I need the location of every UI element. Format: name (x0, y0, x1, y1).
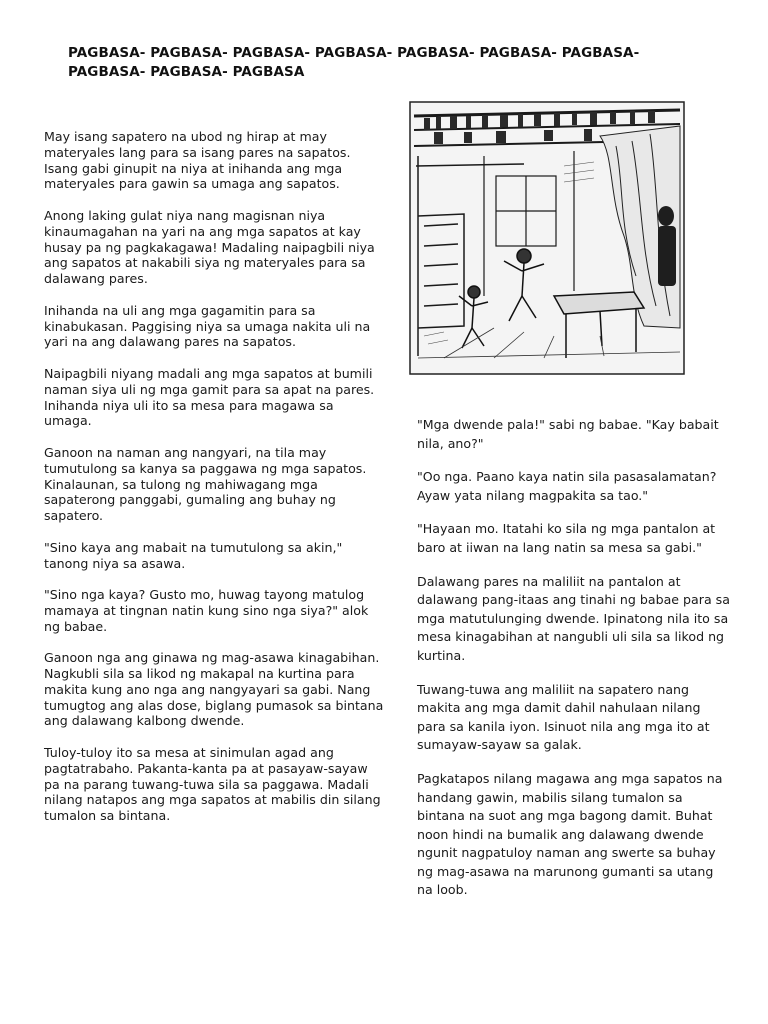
paragraph: Pagkatapos nilang magawa ang mga sapatos na handang gawin, mabilis silang tumalon sa bintana na suot ang mga bagong damit. Buhat noon hindi na bumalik ang dalawang dwende ngunit nagpatuloy naman ang swerte sa buhay ng mag-asawa na marunong gumanti sa utang na loob. (417, 770, 723, 898)
paragraph: Tuloy-tuloy ito sa mesa at sinimulan agad ang pagtatrabaho. Pakanta-kanta pa at pasayaw-sayaw pa na parang tuwang-tuwa sila sa paggawa. Madali nilang natapos ang mga sapatos at mabilis din silang tumalon sa bintana. (44, 745, 381, 824)
paragraph: "Mga dwende pala!" sabi ng babae. "Kay babait nila, ano?" (417, 417, 719, 451)
shoemaker-elves-illustration (404, 96, 690, 396)
right-column (417, 416, 732, 915)
paragraph: Ganoon nga ang ginawa ng mag-asawa kinagabihan. Nagkubli sila sa likod ng makapal na kurtina para makita kung ano nga ang nangyayari sa gabi. Nang tumugtog ang alas dose, biglang pumasok sa bintana ang dalawang kalbong dwende. (44, 650, 384, 729)
paragraph: "Sino kaya ang mabait na tumutulong sa akin," tanong niya sa asawa. (44, 539, 343, 571)
paragraph: May isang sapatero na ubod ng hirap at may materyales lang para sa isang pares na sapatos. Isang gabi ginupit na niya at inihanda ang mga materyales para gawin sa umaga ang sapatos. (44, 129, 351, 192)
left-column (44, 129, 384, 840)
paragraph: "Oo nga. Paano kaya natin sila pasasalamatan? Ayaw yata nilang magpakita sa tao." (417, 469, 717, 503)
paragraph: Tuwang-tuwa ang maliliit na sapatero nang makita ang mga damit dahil nahulaan nilang para sa kanila iyon. Isinuot nila ang mga ito at sumayaw-sayaw sa galak. (417, 681, 710, 753)
paragraph: Inihanda na uli ang mga gagamitin para sa kinabukasan. Paggising niya sa umaga nakita uli na yari na ang dalawang pares na sapatos. (44, 302, 371, 350)
paragraph: "Hayaan mo. Itatahi ko sila ng mga pantalon at baro at iiwan na lang natin sa mesa sa gabi." (417, 521, 716, 555)
paragraph: Dalawang pares na maliliit na pantalon at dalawang pang-itaas ang tinahi ng babae para sa mga matutulunging dwende. Ipinatong nila ito sa mesa kinagabihan at nangubli uli sila sa likod ng kurtina. (417, 573, 730, 663)
document-title: PAGBASA- PAGBASA- PAGBASA- PAGBASA- PAGBASA- PAGBASA- PAGBASA- PAGBASA- PAGBASA- PAGBASA (68, 45, 640, 80)
paragraph: Anong laking gulat niya nang magisnan niya kinaumagahan na yari na ang mga sapatos at kay husay pa ng pagkakagawa! Madaling naipagbili niya ang sapatos at nakabili siya ng materyales para sa dalawang pares. (44, 207, 375, 287)
paragraph: Ganoon na naman ang nangyari, na tila may tumutulong sa kanya sa paggawa ng mga sapatos. Kinalaunan, sa tulong ng mahiwagang mga sapaterong panggabi, gumaling ang buhay ng sapatero. (44, 444, 367, 524)
paragraph: Naipagbili niyang madali ang mga sapatos at bumili naman siya uli ng mga gamit para sa apat na pares. Inihanda niya uli ito sa mesa para magawa sa umaga. (44, 365, 375, 429)
paragraph: "Sino nga kaya? Gusto mo, huwag tayong matulog mamaya at tingnan natin kung sino nga siya?" alok ng babae. (44, 587, 369, 634)
